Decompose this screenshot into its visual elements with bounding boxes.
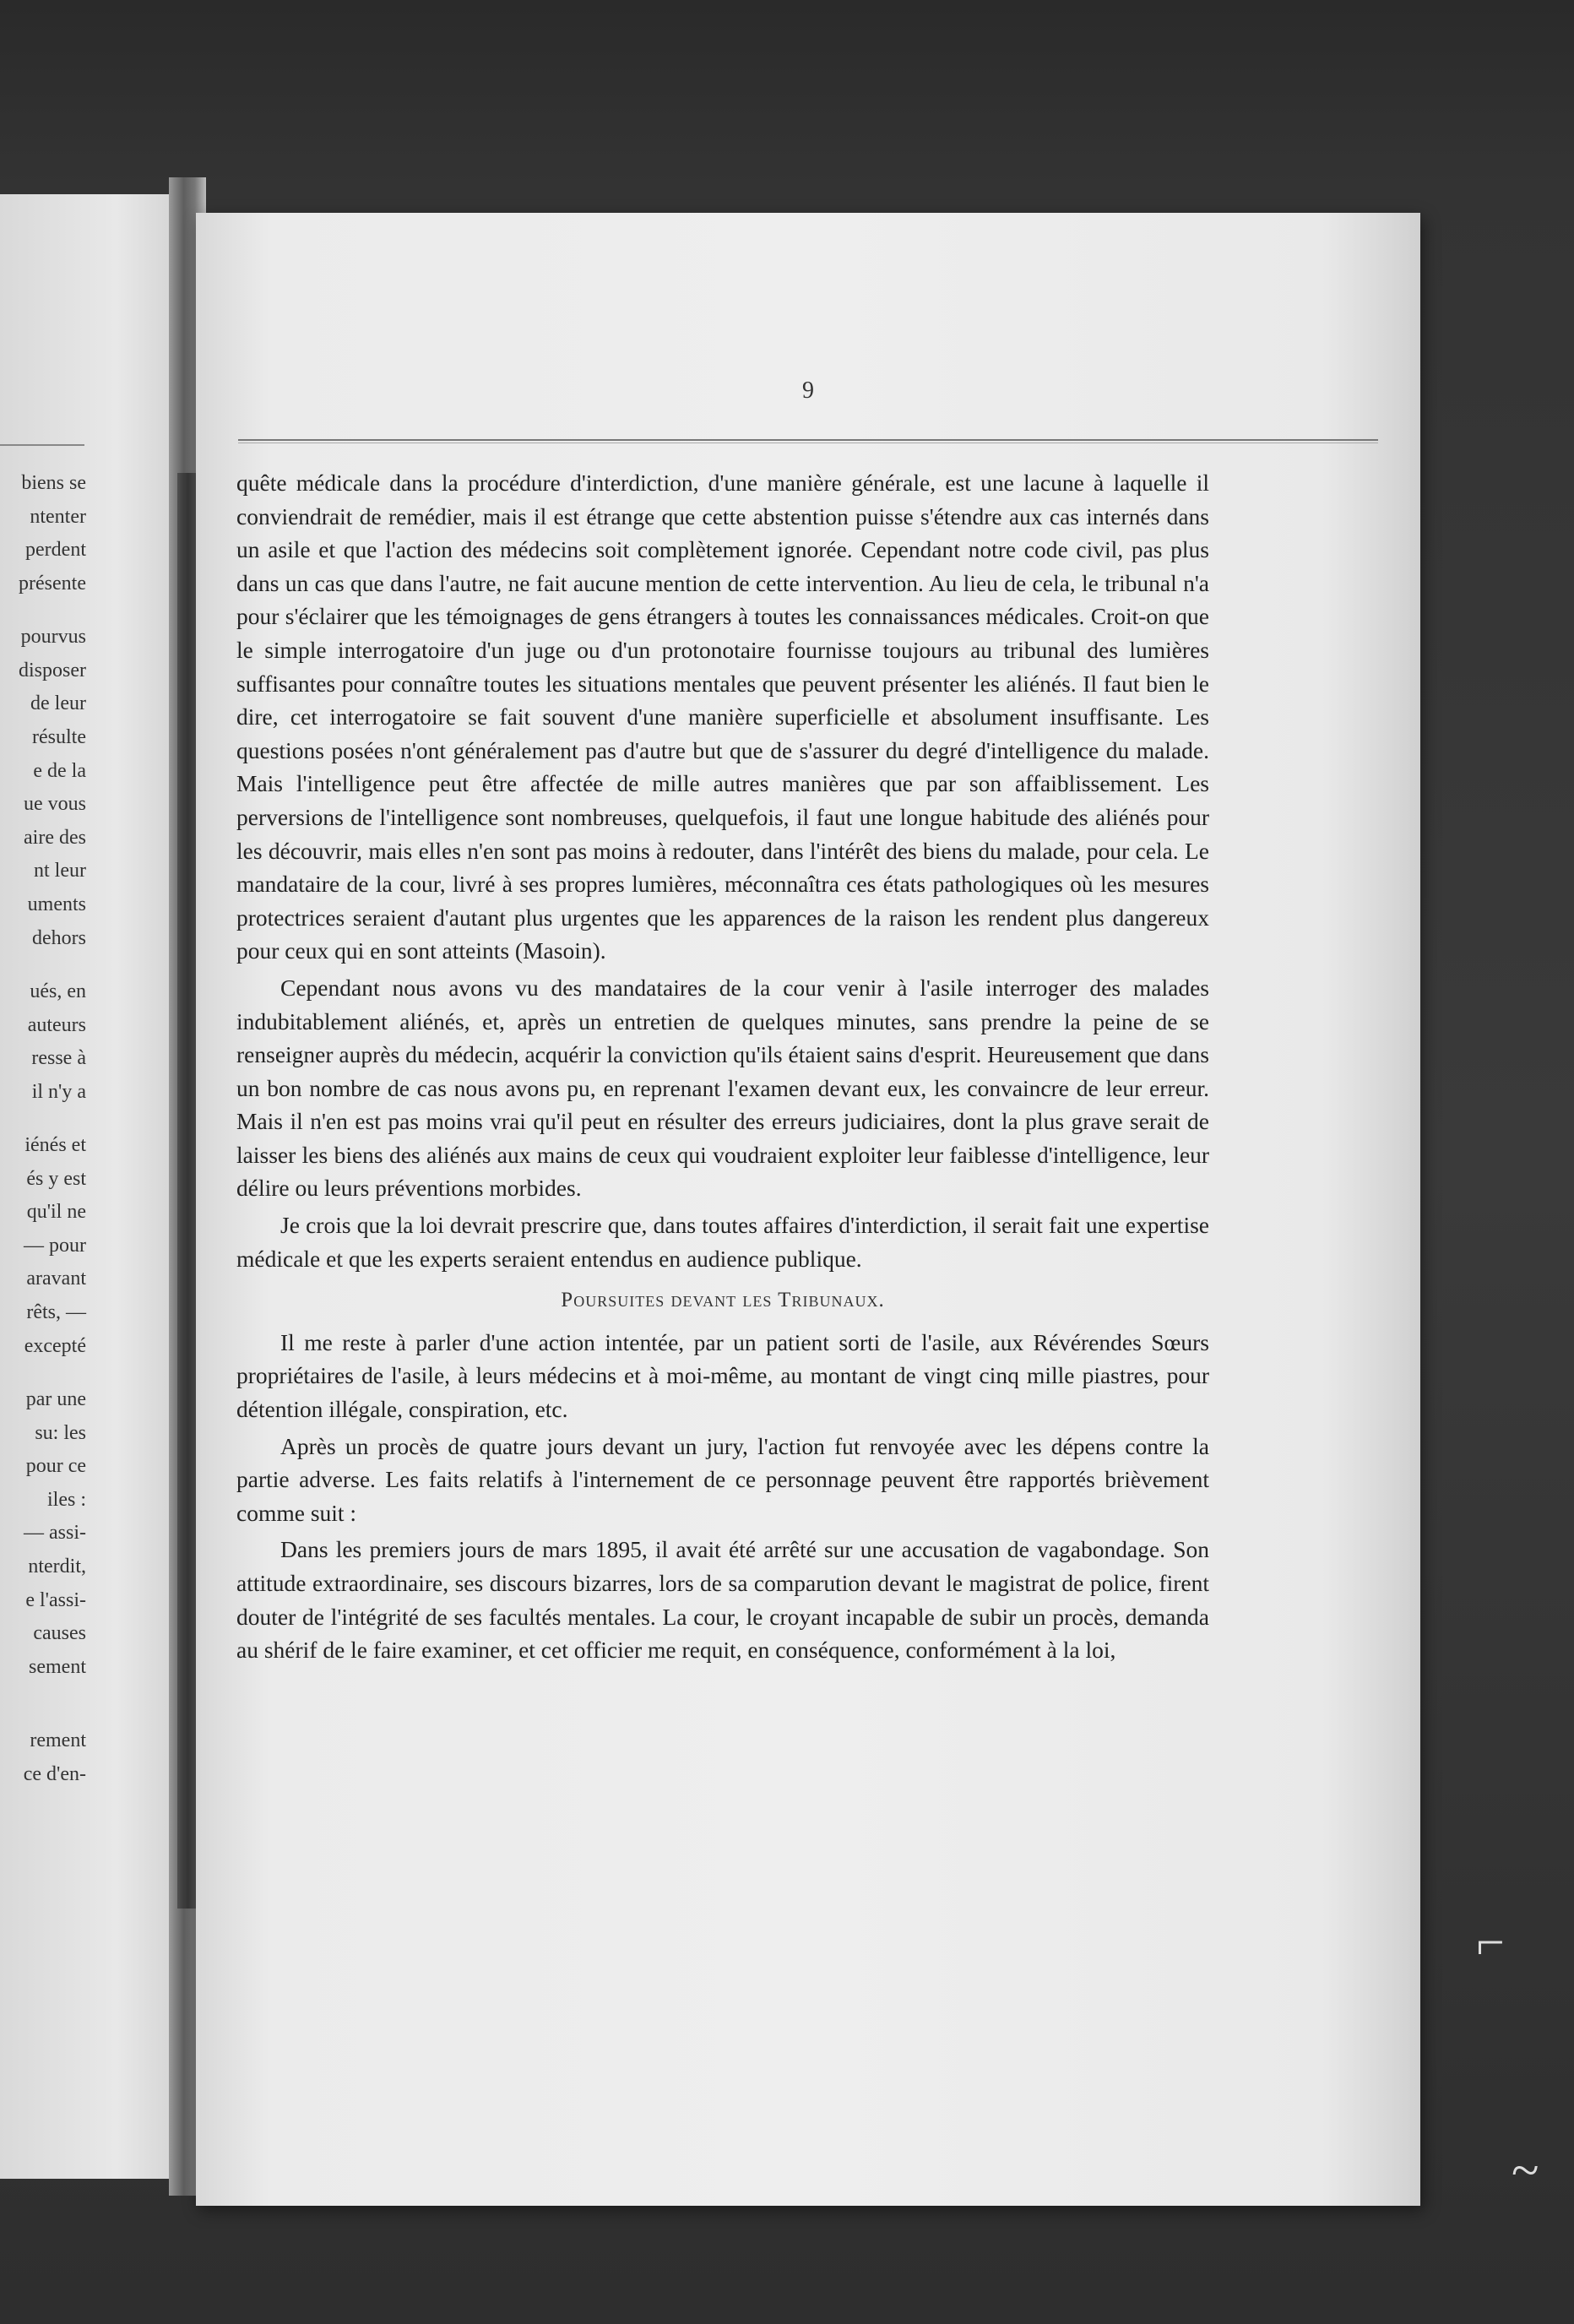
paragraph: Je crois que la loi devrait prescrire que, dans toutes affaires d'interdiction, il serait fait une expertise médicale et que les experts seraient entendus en audience publique. — [236, 1212, 1209, 1272]
previous-page-line: par une — [25, 1388, 86, 1411]
paragraph: Dans les premiers jours de mars 1895, il avait été arrêté sur une accusation de vagabondage. Son attitude extraordinaire, ses discours bizarres, lors de sa comparution devant le magistrat de police, firent douter de l'intégrité de ses facultés mentales. La cour, le croyant incapable de subir un procès, demanda au shérif de le faire examiner, et cet officier me requit, en conséquence, conformément à la loi, — [236, 1536, 1209, 1664]
previous-page-line: — pour — [24, 1234, 86, 1257]
paragraph: quête médicale dans la procédure d'interdiction, d'une manière générale, est une lacune à laquelle il conviendrait de remédier, mais il est étrange que cette abstention puisse s'étendre aux cas internés dans un asile et que l'action des médecins soit complètement ignorée. Cependant notre code civil, pas plus dans un cas que dans l'autre, ne fait aucune mention de cette intervention. Au lieu de cela, le tribunal n'a pour s'éclairer que les témoignages de gens étrangers à toutes les connaissances médicales. Croit-on que le simple interrogatoire d'un juge ou d'un protonotaire fournisse toujours au tribunal des lumières suffisantes pour connaître toutes les situations mentales que peuvent présenter les aliénés. Il faut bien le dire, cet interrogatoire se fait souvent d'une manière superficielle et absolument insuffisante. Les questions posées n'ont généralement pas d'autre but que de s'assurer du degré d'intelligence du malade. Mais l'intelligence peut être affectée de mille autres manières que par son affaiblissement. Les perversions de l'intelligence sont nombreuses, quelquefois, il faut une longue habitude des aliénés pour les découvrir, mais elles n'en sont pas moins à redouter, dans l'intérêt des biens du malade, pour cela. Le mandataire de la cour, livré à ses propres lumières, méconnaîtra ces états pathologiques où les mesures protectrices seraient d'autant plus urgentes que les apparences de la raison les rendent plus dangereux pour ceux qui en sont atteints (Masoin). — [236, 470, 1209, 964]
previous-page-line: de leur — [30, 692, 86, 715]
previous-page-line: nterdit, — [28, 1556, 86, 1578]
previous-page-line: e de la — [33, 759, 86, 782]
paragraph: Après un procès de quatre jours devant un jury, l'action fut renvoyée avec les dépens contre la partie adverse. Les faits relatifs à l'internement de ce personnage peuvent être rapportés brièvement comme suit : — [236, 1432, 1209, 1526]
previous-page-line: — assi- — [24, 1522, 86, 1545]
previous-page-line: dehors — [32, 926, 86, 949]
section-heading: Poursuites devant les Tribunaux. — [561, 1289, 885, 1312]
paragraph: Il me reste à parler d'une action intentée, par un patient sorti de l'asile, aux Révérendes Sœurs propriétaires de l'asile, à leurs médecins et à moi-même, au montant de vingt cinq mille piastres, pour détention illégale, conspiration, etc. — [236, 1328, 1209, 1423]
previous-page-line: aravant — [26, 1268, 86, 1290]
previous-page-line: su: les — [35, 1421, 86, 1444]
previous-page-line: ue vous — [24, 793, 86, 816]
previous-page-line: iles : — [47, 1488, 86, 1511]
previous-page-line: rement — [30, 1729, 86, 1751]
previous-page-line: biens se — [21, 472, 86, 494]
scratch-mark: ⌐ — [1476, 1914, 1505, 1970]
paragraph: Cependant nous avons vu des mandataires de la cour venir à l'asile interroger des malades indubitablement aliénés, et, après un entretien de quelques minutes, sans prendre la peine de se renseigner auprès du médecin, acquérir la conviction qu'ils étaient sains d'esprit. Heureusement que dans un bon nombre de cas nous avons pu, en reprenant l'examen devant eux, les convaincre de leur erreur. Mais il n'en est pas moins vrai qu'il peut en résulter des erreurs judiciaires, dont la plus grave serait de laisser les biens des aliénés aux mains de ceux qui voudraient exploiter leur faiblesse d'intelligence, leur délire ou leurs préventions morbides. — [236, 974, 1209, 1202]
page-number: 9 — [802, 377, 814, 404]
scratch-mark: ~ — [1512, 2142, 1539, 2198]
previous-page-line: uments — [27, 893, 86, 915]
previous-page-line: iénés et — [24, 1134, 86, 1157]
previous-page-line: pour ce — [25, 1455, 86, 1478]
previous-page-line: ce d'en- — [23, 1762, 86, 1785]
page-body — [236, 466, 1209, 1670]
previous-page-line: il n'y a — [31, 1080, 86, 1103]
previous-page-line: qu'il ne — [26, 1201, 86, 1224]
previous-page-rule — [0, 444, 84, 446]
previous-page-line: nt leur — [34, 860, 86, 882]
previous-page-line: rêts, — — [26, 1301, 86, 1324]
previous-page-line: présente — [19, 572, 86, 595]
previous-page-line: ués, en — [30, 980, 86, 1002]
previous-page-line: disposer — [19, 659, 86, 681]
header-rule — [238, 439, 1378, 443]
previous-page-line: ntenter — [30, 505, 86, 528]
book-page — [196, 213, 1420, 2206]
previous-page-line: perdent — [25, 539, 86, 562]
previous-page-edge — [0, 194, 194, 2179]
previous-page-line: pourvus — [20, 626, 86, 649]
previous-page-line: sement — [29, 1655, 86, 1678]
previous-page-line: e l'assi- — [25, 1588, 86, 1611]
previous-page-line: excepté — [24, 1334, 86, 1357]
previous-page-line: résulte — [32, 725, 86, 748]
previous-page-line: auteurs — [27, 1013, 86, 1036]
previous-page-line: aire des — [24, 826, 86, 849]
previous-page-line: resse à — [31, 1047, 86, 1070]
previous-page-line: causes — [33, 1622, 86, 1645]
previous-page-line: és y est — [26, 1167, 86, 1190]
